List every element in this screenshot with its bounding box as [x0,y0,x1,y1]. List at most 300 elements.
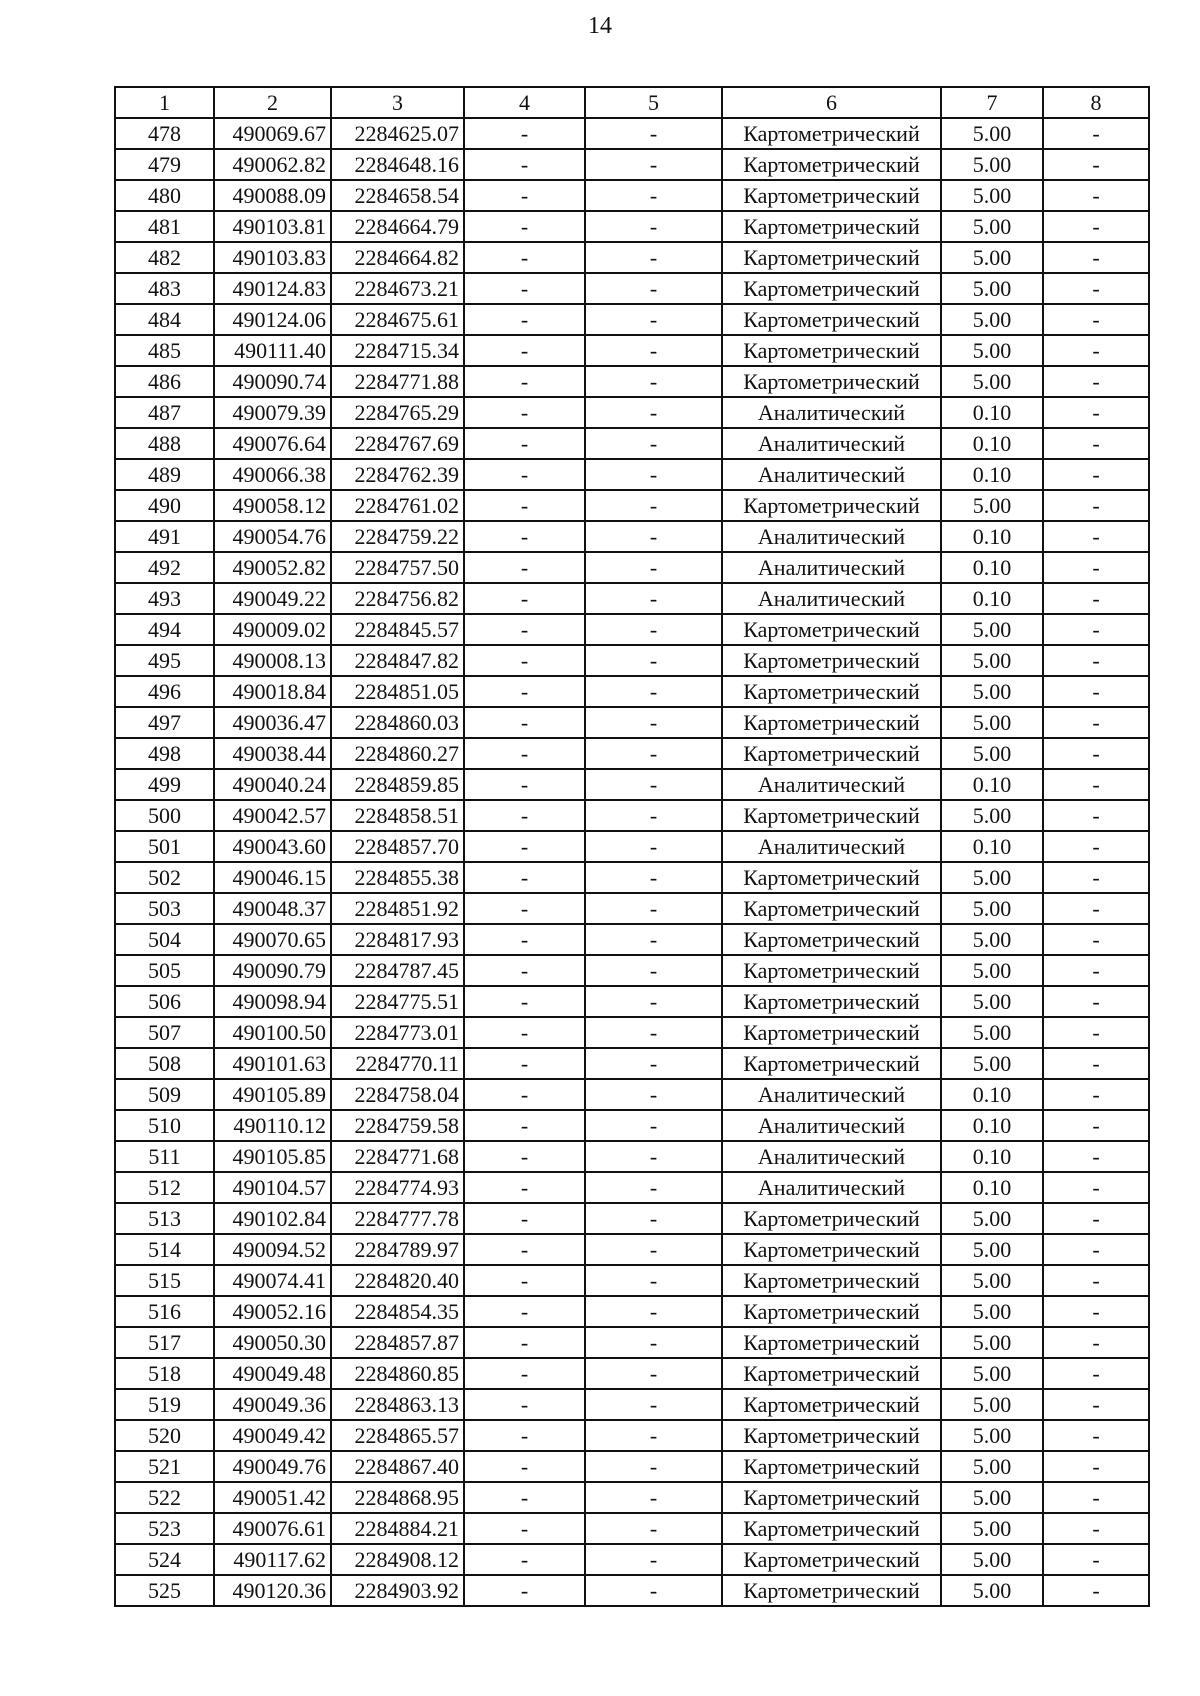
column-5-cell: - [585,1141,722,1172]
x-coordinate-cell: 490090.74 [214,366,331,397]
column-8-cell: - [1043,521,1149,552]
column-5-cell: - [585,304,722,335]
table-row [115,149,1149,180]
column-5-cell: - [585,1451,722,1482]
accuracy-cell: 5.00 [941,242,1043,273]
table-row [115,397,1149,428]
column-4-cell: - [464,521,585,552]
x-coordinate-cell: 490038.44 [214,738,331,769]
point-number-cell: 484 [115,304,214,335]
point-number-cell: 482 [115,242,214,273]
accuracy-cell: 5.00 [941,1327,1043,1358]
column-5-cell: - [585,118,722,149]
point-number-cell: 517 [115,1327,214,1358]
column-5-cell: - [585,645,722,676]
y-coordinate-cell: 2284673.21 [331,273,464,304]
y-coordinate-cell: 2284903.92 [331,1575,464,1606]
point-number-cell: 501 [115,831,214,862]
y-coordinate-cell: 2284675.61 [331,304,464,335]
point-number-cell: 483 [115,273,214,304]
method-cell: Картометрический [722,1203,941,1234]
column-8-cell: - [1043,986,1149,1017]
point-number-cell: 520 [115,1420,214,1451]
point-number-cell: 487 [115,397,214,428]
y-coordinate-cell: 2284908.12 [331,1544,464,1575]
column-8-cell: - [1043,1327,1149,1358]
accuracy-cell: 5.00 [941,1420,1043,1451]
method-cell: Картометрический [722,1544,941,1575]
x-coordinate-cell: 490054.76 [214,521,331,552]
accuracy-cell: 5.00 [941,924,1043,955]
point-number-cell: 488 [115,428,214,459]
accuracy-cell: 5.00 [941,1203,1043,1234]
accuracy-cell: 5.00 [941,118,1043,149]
column-4-cell: - [464,645,585,676]
y-coordinate-cell: 2284857.70 [331,831,464,862]
table-row [115,769,1149,800]
point-number-cell: 507 [115,1017,214,1048]
column-4-cell: - [464,1358,585,1389]
accuracy-cell: 5.00 [941,1265,1043,1296]
y-coordinate-cell: 2284854.35 [331,1296,464,1327]
column-4-cell: - [464,1451,585,1482]
method-cell: Картометрический [722,738,941,769]
x-coordinate-cell: 490049.42 [214,1420,331,1451]
point-number-cell: 490 [115,490,214,521]
column-5-cell: - [585,521,722,552]
method-cell: Картометрический [722,335,941,366]
column-5-cell: - [585,366,722,397]
y-coordinate-cell: 2284759.58 [331,1110,464,1141]
accuracy-cell: 5.00 [941,1544,1043,1575]
table-row [115,552,1149,583]
method-cell: Картометрический [722,1575,941,1606]
table-row [115,614,1149,645]
y-coordinate-cell: 2284845.57 [331,614,464,645]
table-row [115,738,1149,769]
accuracy-cell: 0.10 [941,1172,1043,1203]
column-5-cell: - [585,335,722,366]
column-5-cell: - [585,676,722,707]
accuracy-cell: 5.00 [941,955,1043,986]
x-coordinate-cell: 490009.02 [214,614,331,645]
column-8-cell: - [1043,707,1149,738]
column-4-cell: - [464,180,585,211]
accuracy-cell: 5.00 [941,1513,1043,1544]
column-8-cell: - [1043,1234,1149,1265]
column-5-cell: - [585,924,722,955]
y-coordinate-cell: 2284860.03 [331,707,464,738]
y-coordinate-cell: 2284847.82 [331,645,464,676]
method-cell: Аналитический [722,1079,941,1110]
column-5-cell: - [585,738,722,769]
accuracy-cell: 0.10 [941,1110,1043,1141]
x-coordinate-cell: 490008.13 [214,645,331,676]
column-8-cell: - [1043,769,1149,800]
column-4-cell: - [464,1575,585,1606]
method-cell: Аналитический [722,459,941,490]
column-5-cell: - [585,1513,722,1544]
point-number-cell: 509 [115,1079,214,1110]
column-4-cell: - [464,1482,585,1513]
column-4-cell: - [464,1389,585,1420]
column-5-cell: - [585,397,722,428]
y-coordinate-cell: 2284851.05 [331,676,464,707]
column-8-cell: - [1043,800,1149,831]
accuracy-cell: 5.00 [941,490,1043,521]
column-8-cell: - [1043,459,1149,490]
column-8-cell: - [1043,738,1149,769]
column-4-cell: - [464,304,585,335]
y-coordinate-cell: 2284865.57 [331,1420,464,1451]
column-8-cell: - [1043,1203,1149,1234]
y-coordinate-cell: 2284789.97 [331,1234,464,1265]
point-number-cell: 486 [115,366,214,397]
method-cell: Картометрический [722,862,941,893]
column-8-cell: - [1043,924,1149,955]
method-cell: Аналитический [722,583,941,614]
column-header: 5 [585,87,722,118]
y-coordinate-cell: 2284817.93 [331,924,464,955]
x-coordinate-cell: 490066.38 [214,459,331,490]
method-cell: Аналитический [722,831,941,862]
x-coordinate-cell: 490040.24 [214,769,331,800]
point-number-cell: 485 [115,335,214,366]
x-coordinate-cell: 490070.65 [214,924,331,955]
method-cell: Аналитический [722,397,941,428]
column-4-cell: - [464,118,585,149]
x-coordinate-cell: 490120.36 [214,1575,331,1606]
x-coordinate-cell: 490048.37 [214,893,331,924]
column-header: 7 [941,87,1043,118]
table-row [115,1482,1149,1513]
accuracy-cell: 5.00 [941,1482,1043,1513]
table-row [115,831,1149,862]
column-4-cell: - [464,1141,585,1172]
method-cell: Аналитический [722,428,941,459]
column-4-cell: - [464,831,585,862]
column-8-cell: - [1043,242,1149,273]
y-coordinate-cell: 2284758.04 [331,1079,464,1110]
y-coordinate-cell: 2284771.88 [331,366,464,397]
method-cell: Картометрический [722,955,941,986]
column-5-cell: - [585,986,722,1017]
y-coordinate-cell: 2284664.79 [331,211,464,242]
table-row [115,1327,1149,1358]
table-row [115,304,1149,335]
point-number-cell: 489 [115,459,214,490]
table-row [115,676,1149,707]
method-cell: Картометрический [722,211,941,242]
y-coordinate-cell: 2284715.34 [331,335,464,366]
x-coordinate-cell: 490036.47 [214,707,331,738]
accuracy-cell: 5.00 [941,862,1043,893]
point-number-cell: 514 [115,1234,214,1265]
column-4-cell: - [464,428,585,459]
point-number-cell: 502 [115,862,214,893]
x-coordinate-cell: 490050.30 [214,1327,331,1358]
column-5-cell: - [585,1110,722,1141]
accuracy-cell: 0.10 [941,1141,1043,1172]
column-4-cell: - [464,1017,585,1048]
x-coordinate-cell: 490079.39 [214,397,331,428]
column-8-cell: - [1043,645,1149,676]
x-coordinate-cell: 490094.52 [214,1234,331,1265]
x-coordinate-cell: 490058.12 [214,490,331,521]
column-8-cell: - [1043,1482,1149,1513]
table-row [115,1172,1149,1203]
table-row [115,1451,1149,1482]
column-4-cell: - [464,738,585,769]
table-row [115,1389,1149,1420]
column-8-cell: - [1043,366,1149,397]
x-coordinate-cell: 490052.16 [214,1296,331,1327]
point-number-cell: 518 [115,1358,214,1389]
point-number-cell: 506 [115,986,214,1017]
point-number-cell: 515 [115,1265,214,1296]
column-4-cell: - [464,1110,585,1141]
point-number-cell: 522 [115,1482,214,1513]
table-row [115,862,1149,893]
y-coordinate-cell: 2284770.11 [331,1048,464,1079]
y-coordinate-cell: 2284867.40 [331,1451,464,1482]
column-5-cell: - [585,831,722,862]
column-5-cell: - [585,552,722,583]
column-4-cell: - [464,149,585,180]
column-5-cell: - [585,459,722,490]
column-4-cell: - [464,1265,585,1296]
point-number-cell: 524 [115,1544,214,1575]
point-number-cell: 478 [115,118,214,149]
column-5-cell: - [585,769,722,800]
x-coordinate-cell: 490105.85 [214,1141,331,1172]
table-row [115,1265,1149,1296]
x-coordinate-cell: 490098.94 [214,986,331,1017]
column-8-cell: - [1043,428,1149,459]
method-cell: Картометрический [722,924,941,955]
x-coordinate-cell: 490042.57 [214,800,331,831]
y-coordinate-cell: 2284757.50 [331,552,464,583]
column-8-cell: - [1043,1079,1149,1110]
column-4-cell: - [464,1048,585,1079]
x-coordinate-cell: 490101.63 [214,1048,331,1079]
table-row [115,242,1149,273]
column-8-cell: - [1043,1141,1149,1172]
table-row [115,1358,1149,1389]
column-8-cell: - [1043,149,1149,180]
column-5-cell: - [585,1048,722,1079]
column-5-cell: - [585,1172,722,1203]
point-number-cell: 496 [115,676,214,707]
x-coordinate-cell: 490018.84 [214,676,331,707]
accuracy-cell: 5.00 [941,893,1043,924]
accuracy-cell: 5.00 [941,1451,1043,1482]
column-5-cell: - [585,955,722,986]
column-8-cell: - [1043,1420,1149,1451]
point-number-cell: 493 [115,583,214,614]
column-5-cell: - [585,490,722,521]
y-coordinate-cell: 2284858.51 [331,800,464,831]
accuracy-cell: 5.00 [941,304,1043,335]
point-number-cell: 511 [115,1141,214,1172]
column-4-cell: - [464,924,585,955]
x-coordinate-cell: 490124.83 [214,273,331,304]
table-row [115,1017,1149,1048]
column-5-cell: - [585,583,722,614]
x-coordinate-cell: 490117.62 [214,1544,331,1575]
column-8-cell: - [1043,831,1149,862]
y-coordinate-cell: 2284851.92 [331,893,464,924]
method-cell: Картометрический [722,1513,941,1544]
method-cell: Картометрический [722,645,941,676]
point-number-cell: 508 [115,1048,214,1079]
column-4-cell: - [464,335,585,366]
point-number-cell: 519 [115,1389,214,1420]
x-coordinate-cell: 490043.60 [214,831,331,862]
x-coordinate-cell: 490105.89 [214,1079,331,1110]
point-number-cell: 495 [115,645,214,676]
accuracy-cell: 5.00 [941,1017,1043,1048]
column-8-cell: - [1043,273,1149,304]
table-row [115,583,1149,614]
y-coordinate-cell: 2284860.27 [331,738,464,769]
y-coordinate-cell: 2284774.93 [331,1172,464,1203]
y-coordinate-cell: 2284756.82 [331,583,464,614]
column-8-cell: - [1043,1544,1149,1575]
method-cell: Картометрический [722,1048,941,1079]
y-coordinate-cell: 2284857.87 [331,1327,464,1358]
point-number-cell: 479 [115,149,214,180]
method-cell: Аналитический [722,1172,941,1203]
column-8-cell: - [1043,1296,1149,1327]
accuracy-cell: 0.10 [941,459,1043,490]
y-coordinate-cell: 2284765.29 [331,397,464,428]
y-coordinate-cell: 2284648.16 [331,149,464,180]
y-coordinate-cell: 2284625.07 [331,118,464,149]
x-coordinate-cell: 490076.64 [214,428,331,459]
method-cell: Картометрический [722,707,941,738]
x-coordinate-cell: 490104.57 [214,1172,331,1203]
column-5-cell: - [585,1017,722,1048]
page-number: 14 [588,13,612,39]
column-4-cell: - [464,769,585,800]
point-number-cell: 504 [115,924,214,955]
table-row [115,955,1149,986]
accuracy-cell: 0.10 [941,397,1043,428]
column-4-cell: - [464,893,585,924]
column-5-cell: - [585,893,722,924]
column-4-cell: - [464,862,585,893]
accuracy-cell: 0.10 [941,769,1043,800]
column-8-cell: - [1043,490,1149,521]
y-coordinate-cell: 2284855.38 [331,862,464,893]
method-cell: Картометрический [722,800,941,831]
x-coordinate-cell: 490103.83 [214,242,331,273]
x-coordinate-cell: 490069.67 [214,118,331,149]
column-4-cell: - [464,676,585,707]
table-row [115,645,1149,676]
accuracy-cell: 5.00 [941,211,1043,242]
column-4-cell: - [464,1079,585,1110]
accuracy-cell: 5.00 [941,738,1043,769]
table-row [115,1110,1149,1141]
column-8-cell: - [1043,1172,1149,1203]
method-cell: Аналитический [722,1141,941,1172]
column-header: 1 [115,87,214,118]
column-4-cell: - [464,1327,585,1358]
point-number-cell: 491 [115,521,214,552]
column-8-cell: - [1043,1389,1149,1420]
table-row [115,1575,1149,1606]
column-8-cell: - [1043,1017,1149,1048]
x-coordinate-cell: 490051.42 [214,1482,331,1513]
column-8-cell: - [1043,1575,1149,1606]
accuracy-cell: 5.00 [941,1048,1043,1079]
column-5-cell: - [585,211,722,242]
y-coordinate-cell: 2284767.69 [331,428,464,459]
method-cell: Картометрический [722,1296,941,1327]
table-row [115,800,1149,831]
column-4-cell: - [464,211,585,242]
method-cell: Картометрический [722,893,941,924]
column-4-cell: - [464,707,585,738]
column-4-cell: - [464,583,585,614]
y-coordinate-cell: 2284777.78 [331,1203,464,1234]
column-8-cell: - [1043,304,1149,335]
accuracy-cell: 5.00 [941,180,1043,211]
column-5-cell: - [585,428,722,459]
column-4-cell: - [464,1544,585,1575]
column-header: 4 [464,87,585,118]
column-5-cell: - [585,1389,722,1420]
y-coordinate-cell: 2284863.13 [331,1389,464,1420]
point-number-cell: 513 [115,1203,214,1234]
method-cell: Картометрический [722,1451,941,1482]
table-row [115,211,1149,242]
method-cell: Аналитический [722,769,941,800]
x-coordinate-cell: 490076.61 [214,1513,331,1544]
method-cell: Картометрический [722,1420,941,1451]
column-header: 3 [331,87,464,118]
table-row [115,1544,1149,1575]
accuracy-cell: 0.10 [941,1079,1043,1110]
accuracy-cell: 0.10 [941,583,1043,614]
column-8-cell: - [1043,614,1149,645]
x-coordinate-cell: 490111.40 [214,335,331,366]
column-4-cell: - [464,986,585,1017]
column-4-cell: - [464,1513,585,1544]
column-5-cell: - [585,1575,722,1606]
method-cell: Аналитический [722,552,941,583]
table-row [115,490,1149,521]
method-cell: Аналитический [722,521,941,552]
x-coordinate-cell: 490090.79 [214,955,331,986]
accuracy-cell: 5.00 [941,1575,1043,1606]
table-row [115,893,1149,924]
column-5-cell: - [585,149,722,180]
method-cell: Картометрический [722,1389,941,1420]
column-4-cell: - [464,1172,585,1203]
column-8-cell: - [1043,893,1149,924]
accuracy-cell: 5.00 [941,1389,1043,1420]
column-8-cell: - [1043,862,1149,893]
x-coordinate-cell: 490100.50 [214,1017,331,1048]
column-4-cell: - [464,955,585,986]
table-row [115,1296,1149,1327]
y-coordinate-cell: 2284859.85 [331,769,464,800]
column-4-cell: - [464,242,585,273]
point-number-cell: 497 [115,707,214,738]
